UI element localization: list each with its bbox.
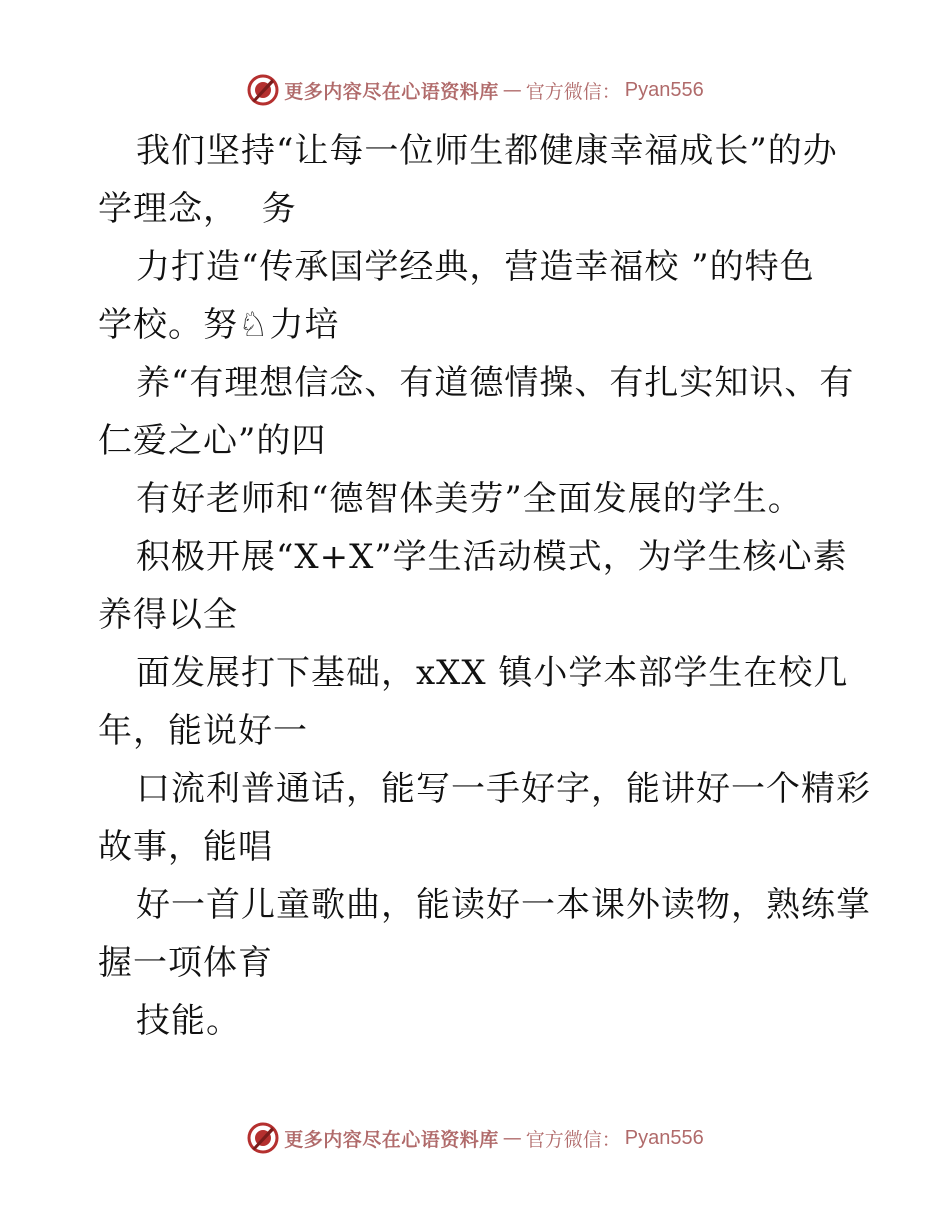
text-line: 技能。 [136, 1001, 241, 1041]
text-line: 好一首儿童歌曲，能读好一本课外读物，熟练掌 [136, 885, 871, 925]
header-watermark [0, 70, 950, 110]
watermark-dash: — [502, 79, 522, 101]
watermark-id: Pyan556 [624, 78, 704, 101]
text-line: 力打造“传承国学经典，营造幸福校 ”的特色 [136, 247, 815, 287]
watermark-dash: — [502, 1127, 522, 1149]
text-line: 学理念， 务 [98, 189, 297, 229]
text-line: 年，能说好一 [98, 711, 308, 751]
text-line: 积极开展“X+X”学生活动模式，为学生核心素 [136, 537, 848, 577]
footer-watermark [0, 1118, 950, 1158]
watermark-label: 官方微信： [525, 80, 621, 103]
text-line: 我们坚持“让每一位师生都健康幸福成长”的办 [136, 131, 838, 171]
text-line: 握一项体育 [98, 943, 273, 983]
text-line: 养得以全 [98, 595, 238, 635]
text-line: 面发展打下基础，xXX 镇小学本部学生在校几 [136, 653, 849, 693]
document-body [98, 122, 871, 1050]
text-line: 故事，能唱 [98, 827, 273, 867]
text-line: 有好老师和“德智体美劳”全面发展的学生。 [136, 479, 803, 519]
watermark-id: Pyan556 [624, 1126, 704, 1149]
text-line: 养“有理想信念、有道德情操、有扎实知识、有 [136, 363, 855, 403]
text-line: 学校。努♘力培 [98, 305, 340, 345]
quill-logo-icon [246, 1121, 280, 1155]
watermark-label: 官方微信： [525, 1128, 621, 1151]
watermark-text: 更多内容尽在心语资料库 [284, 1128, 499, 1151]
text-line: 仁爱之心”的四 [98, 421, 327, 461]
quill-logo-icon [246, 73, 280, 107]
text-line: 口流利普通话，能写一手好字，能讲好一个精彩 [136, 769, 871, 809]
watermark-text: 更多内容尽在心语资料库 [284, 80, 499, 103]
